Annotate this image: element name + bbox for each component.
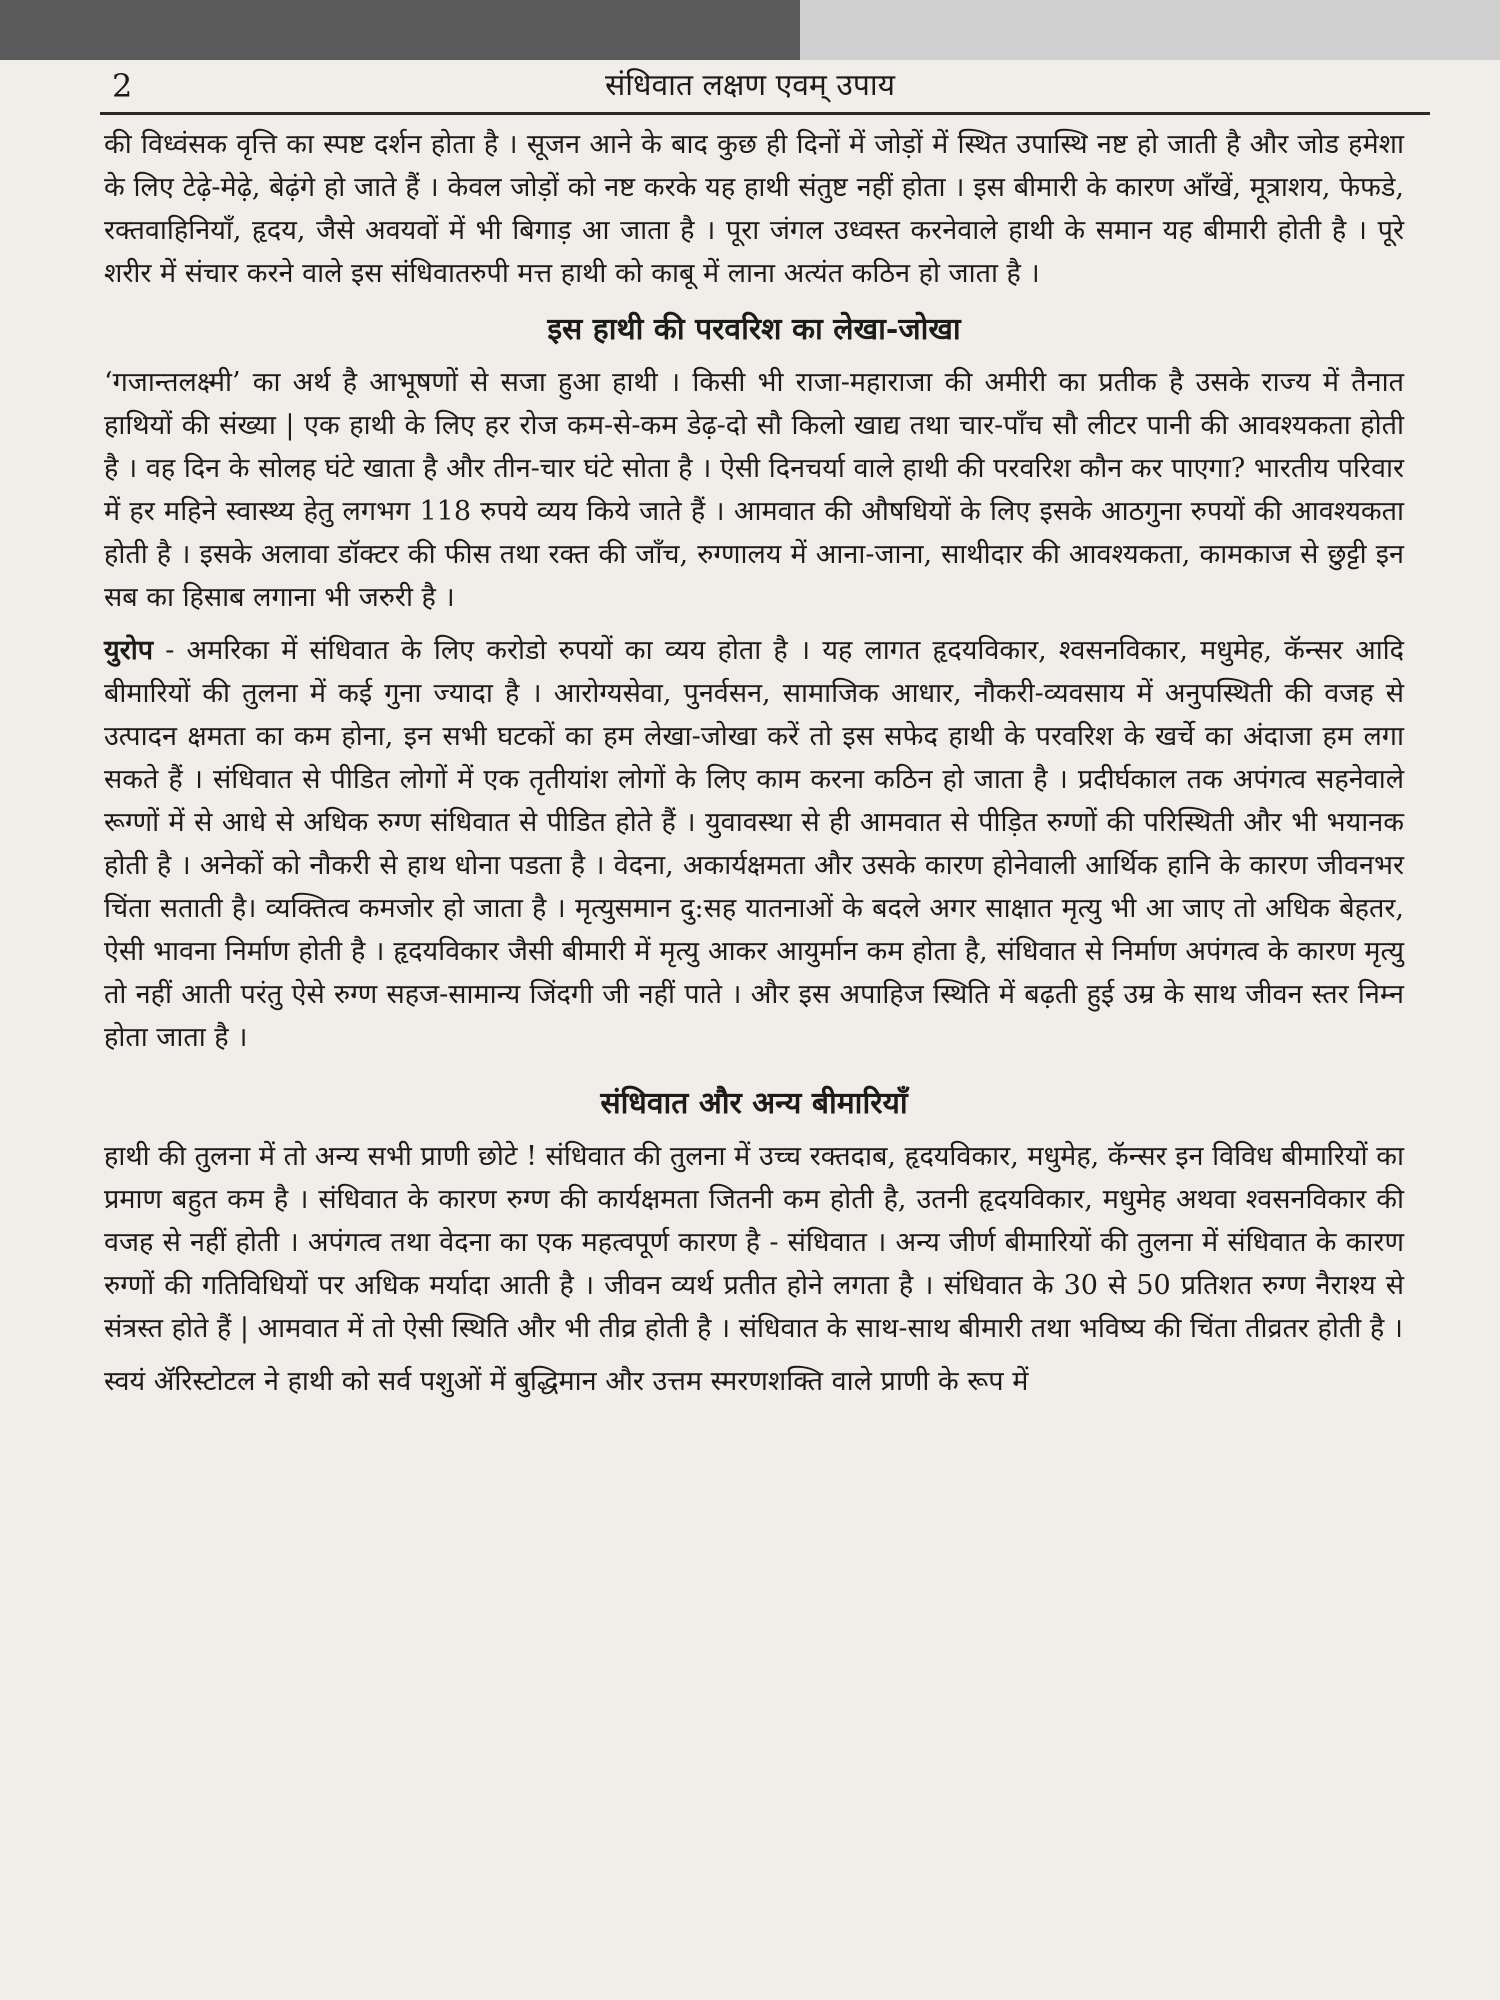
comparison-paragraph: हाथी की तुलना में तो अन्य सभी प्राणी छोटे ! संधिवात की तुलना में उच्च रक्तदाब, हृदयविकार, मधुमेह, कॅन्सर इन विविध बीमारियों का प्रमाण बहुत कम है । संधिवात के कारण रुग्ण की कार्यक्षमता जितनी कम होती है, उतनी हृदयविकार, मधुमेह अथवा श्वसनविकार की वजह से नहीं होती । अपंगत्व तथा वेदना का एक महत्वपूर्ण कारण है - संधिवात । अन्य जीर्ण बीमारियों की तुलना में संधिवात के कारण रुग्णों की गतिविधियों पर अधिक मर्यादा आती है । जीवन व्यर्थ प्रतीत होने लगता है । संधिवात के 30 से 50 प्रतिशत रुग्ण नैराश्य से संत्रस्त होते हैं | आमवात में तो ऐसी स्थिति और भी तीव्र होती है । संधिवात के साथ-साथ बीमारी तथा भविष्य की चिंता तीव्रतर होती है । [104, 1141, 1404, 1344]
europe-paragraph-body: - अमरिका में संधिवात के लिए करोडो रुपयों का व्यय होता है । यह लागत हृदयविकार, श्वसनविकार, मधुमेह, कॅन्सर आदि बीमारियों की तुलना में कई गुना ज्यादा है । आरोग्यसेवा, पुनर्वसन, सामाजिक आधार, नौकरी-व्यवसाय में अनुपस्थिती की वजह से उत्पादन क्षमता का कम होना, इन सभी घटकों का हम लेखा-जोखा करें तो इस सफेद हाथी के परवरिश के खर्चे का अंदाजा हम लगा सकते हैं । संधिवात से पीडित लोगों में एक तृतीयांश लोगों के लिए काम करना कठिन हो जाता है । प्रदीर्घकाल तक अपंगत्व सहनेवाले रूग्णों में से आधे से अधिक रुग्ण संधिवात से पीडित होते हैं । युवावस्था से ही आमवात से पीड़ित रुग्णों की परिस्थिती और भी भयानक होती है । अनेकों को नौकरी से हाथ धोना पडता है । वेदना, अकार्यक्षमता और उसके कारण होनेवाली आर्थिक हानि के कारण जीवनभर चिंता सताती है। व्यक्तित्व कमजोर हो जाता है । मृत्युसमान दु:सह यातनाओं के बदले अगर साक्षात मृत्यु भी आ जाए तो अधिक बेहतर, ऐसी भावना निर्माण होती है । हृदयविकार जैसी बीमारी में मृत्यु आकर आयुर्मान कम होता है, संधिवात से निर्माण अपंगत्व के कारण मृत्यु तो नहीं आती परंतु ऐसे रुग्ण सहज-सामान्य जिंदगी जी नहीं पाते । और इस अपाहिज स्थिति में बढ़ती हुई उम्र के साथ जीवन स्तर निम्न होता जाता है । [104, 635, 1404, 1053]
europe-paragraph [104, 629, 1404, 1059]
europe-lead-word: युरोप [104, 635, 154, 666]
page-header [0, 60, 1500, 112]
section-heading-upkeep: इस हाथी की परवरिश का लेखा-जोखा [547, 312, 961, 347]
top-light-strip [800, 0, 1500, 60]
upkeep-paragraph: ‘गजान्तलक्ष्मी’ का अर्थ है आभूषणों से सजा हुआ हाथी । किसी भी राजा-महाराजा की अमीरी का प्रतीक है उसके राज्य में तैनात हाथियों की संख्या | एक हाथी के लिए हर रोज कम-से-कम डेढ़-दो सौ किलो खाद्य तथा चार-पाँच सौ लीटर पानी की आवश्यकता होती है । वह दिन के सोलह घंटे खाता है और तीन-चार घंटे सोता है । ऐसी दिनचर्या वाले हाथी की परवरिश कौन कर पाएगा? भारतीय परिवार में हर महिने स्वास्थ्य हेतु लगभग 118 रुपये व्यय किये जाते हैं । आमवात की औषधियों के लिए इसके आठगुना रुपयों की आवश्यकता होती है । इसके अलावा डॉक्टर की फीस तथा रक्त की जाँच, रुग्णालय में आना-जाना, साथीदार की आवश्यकता, कामकाज से छुट्टी इन सब का हिसाब लगाना भी जरुरी है । [104, 367, 1404, 613]
top-edge-band [0, 0, 1500, 60]
intro-paragraph: की विध्वंसक वृत्ति का स्पष्ट दर्शन होता है । सूजन आने के बाद कुछ ही दिनों में जोड़ों में स्थित उपास्थि नष्ट हो जाती है और जोड हमेशा के लिए टेढ़े-मेढ़े, बेढ़ंगे हो जाते हैं । केवल जोड़ों को नष्ट करके यह हाथी संतुष्ट नहीं होता । इस बीमारी के कारण आँखें, मूत्राशय, फेफडे, रक्तवाहिनियाँ, हृदय, जैसे अवयवों में भी बिगाड़ आ जाता है । पूरा जंगल उध्वस्त करनेवाले हाथी के समान यह बीमारी होती है । पूरे शरीर में संचार करने वाले इस संधिवातरुपी मत्त हाथी को काबू में लाना अत्यंत कठिन हो जाता है । [104, 129, 1404, 289]
section-heading-other-diseases: संधिवात और अन्य बीमारियाँ [600, 1086, 908, 1121]
header-rule [100, 112, 1430, 115]
running-title: संधिवात लक्षण एवम् उपाय [604, 68, 896, 103]
page-content [104, 123, 1404, 1403]
page-number: 2 [112, 67, 133, 105]
top-dark-strip [0, 0, 800, 60]
aristotle-paragraph: स्वयं ॲरिस्टोटल ने हाथी को सर्व पशुओं में बुद्धिमान और उत्तम स्मरणशक्ति वाले प्राणी के रूप में [104, 1366, 1029, 1397]
